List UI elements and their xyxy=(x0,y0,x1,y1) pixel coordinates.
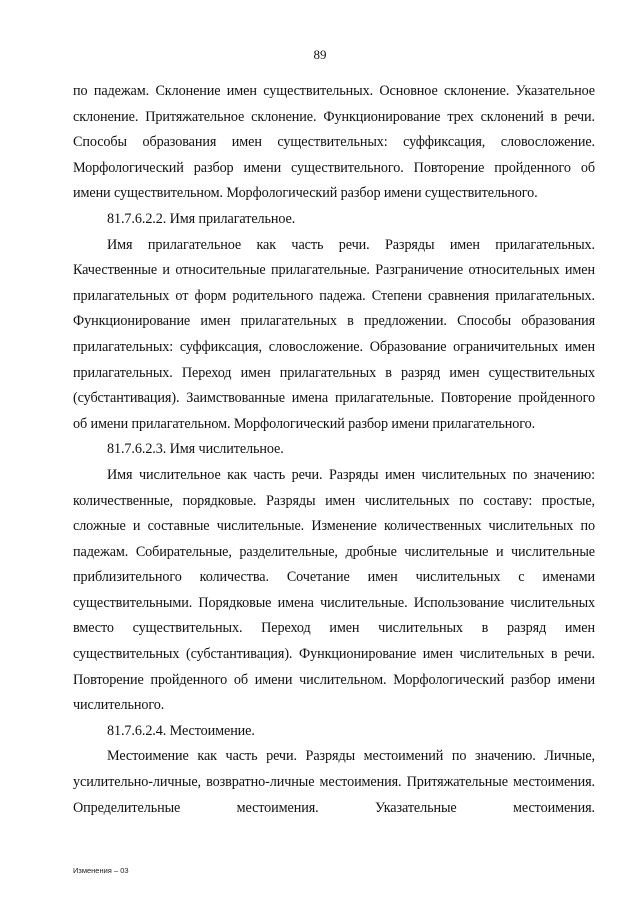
section-heading-adjective: 81.7.6.2.2. Имя прилагательное. xyxy=(107,210,296,227)
paragraph-noun-declension: по падежам. Склонение имен существительных. Основное склонение. Указательное склонение. Притяжательное склонение. Функционирование трех склонений в речи. Способы образования имен существительных: суффиксация, словосложение. Морфологический разбор имени существительного. Повторение пройденного об имени существительном. Морфологический разбор имени существительного. xyxy=(73,83,595,202)
paragraph-numeral: Имя числительное как часть речи. Разряды имен числительных по значению: количественные, порядковые. Разряды имен числительных по составу: простые, сложные и составные числительные. Изменение количественных числительных по падежам. Собирательные, разделительные, дробные числительные и числительные приблизительного количества. Сочетание имен числительных с именами существительными. Порядковые имена числительные. Использование числительных вместо существительных. Переход имен числительных в разряд имен существительных (субстантивация). Функционирование имен числительных в речи. Повторение пройденного об имени числительном. Морфологический разбор имени числительного. xyxy=(73,466,595,714)
section-heading-numeral: 81.7.6.2.3. Имя числительное. xyxy=(107,441,284,458)
section-heading-pronoun: 81.7.6.2.4. Местоимение. xyxy=(107,722,255,739)
page-number: 89 xyxy=(313,47,327,62)
paragraph-adjective: Имя прилагательное как часть речи. Разряды имен прилагательных. Качественные и относительные прилагательные. Разграничение относительных имен прилагательных от форм родительного падежа. Степени сравнения прилагательных. Функционирование имен прилагательных в предложении. Способы образования прилагательных: суффиксация, словосложение. Образование ограничительных имен прилагательных. Переход имен прилагательных в разряд имен существительных (субстантивация). Заимствованные имена прилагательные. Повторение пройденного об имени прилагательном. Морфологический разбор имени прилагательного. xyxy=(73,236,595,432)
page-footer-revision: Изменения – 03 xyxy=(73,866,129,875)
paragraph-pronoun: Местоимение как часть речи. Разряды местоимений по значению. Личные, усилительно-личные, возвратно-личные местоимения. Притяжательные местоимения. Определительные местоимения. Указательные местоимения. xyxy=(73,748,595,816)
page-body xyxy=(73,79,595,821)
